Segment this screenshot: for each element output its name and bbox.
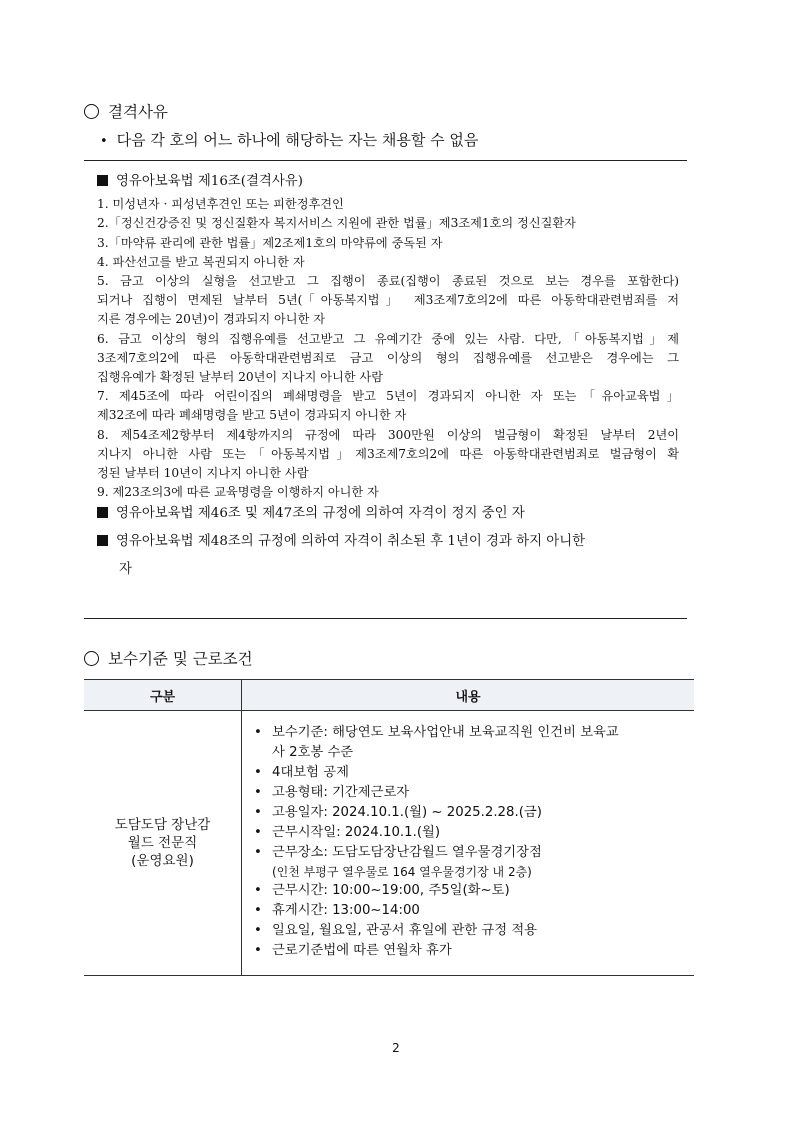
law-title: 영유아보육법 제16조(결격사유) <box>97 172 679 191</box>
bullet-icon: • <box>254 805 262 820</box>
bullet-icon: • <box>254 785 262 800</box>
bullet-icon: • <box>254 765 262 780</box>
disqualification-bullet <box>100 129 478 150</box>
col-header-content: 내용 <box>242 680 695 711</box>
list-item: • 휴게시간: 13:00~14:00 <box>252 901 686 921</box>
bullet-icon: • <box>254 825 262 840</box>
law-box-top-rule <box>84 160 687 161</box>
law-item-6-line: 3조제7호의2에 따른 아동학대관련범죄로 금고 이상의 형의 집행유예를 선고받은 경우에는 그 <box>97 350 679 365</box>
section-heading-disqualification <box>84 100 168 122</box>
circle-icon <box>84 651 99 666</box>
list-item: • 근로기준법에 따른 연월차 휴가 <box>252 941 686 961</box>
square-bullet-icon <box>97 507 108 518</box>
law-item-7-line: 7. 제45조에 따라 어린이집의 폐쇄명령을 받고 5년이 경과되지 아니한 자 또는「유아교육법」 <box>97 389 679 404</box>
section-heading-text: 결격사유 <box>108 103 168 121</box>
law-extra-revoked: 영유아보육법 제48조의 규정에 의하여 자격이 취소된 후 1년이 경과 하지 아니한 <box>97 530 679 554</box>
page-number: 2 <box>392 1041 400 1055</box>
work-location-address: (인천 부평구 열우물로 164 열우물경기장 내 2층) <box>272 865 532 879</box>
square-bullet-icon <box>97 175 108 186</box>
list-item: • 근무장소: 도담도담장난감월드 열우물경기장점 (인천 부평구 열우물로 164 열우물경기장 내 2층) <box>252 843 686 881</box>
law-item: 4. 파산선고를 받고 복권되지 아니한 자 <box>97 254 305 269</box>
bullet-icon: • <box>254 725 262 740</box>
conditions-table <box>84 679 694 976</box>
section-heading-text: 보수기준 및 근로조건 <box>108 650 253 668</box>
list-item: • 일요일, 월요일, 관공서 휴일에 관한 규정 적용 <box>252 921 686 941</box>
law-item-8-line: 8. 제54조제2항부터 제4항까지의 규정에 따라 300만원 이상의 벌금형이 확정된 날부터 2년이 <box>97 427 679 442</box>
bullet-icon: • <box>254 903 262 918</box>
col-header-category: 구분 <box>84 680 242 711</box>
law-item: 1. 미성년자 · 피성년후견인 또는 피한정후견인 <box>97 197 344 212</box>
table-row <box>84 711 694 976</box>
category-cell: 도담도담 장난감 월드 전문직 (운영요원) <box>84 711 242 976</box>
list-item: • 근무시간: 10:00~19:00, 주5일(화~토) <box>252 881 686 901</box>
list-item: • 고용일자: 2024.10.1.(월) ~ 2025.2.28.(금) <box>252 803 686 823</box>
bullet-icon: • <box>254 943 262 958</box>
law-item-6-line: 집행유예가 확정된 날부터 20년이 지나지 아니한 사람 <box>97 370 383 385</box>
law-item-5-line: 5. 금고 이상의 실형을 선고받고 그 집행이 종료(집행이 종료된 것으로 보는 경우를 포함한다) <box>97 274 679 289</box>
law-extra-suspended: 영유아보육법 제46조 및 제47조의 규정에 의하여 자격이 정지 중인 자 <box>97 502 679 526</box>
list-item: • 보수기준: 해당연도 보육사업안내 보육교직원 인건비 보육교 사 2호봉 수준 <box>254 725 619 760</box>
law-item-5-line: 되거나 집행이 면제된 날부터 5년(「아동복지법」 제3조제7호의2에 따른 아동학대관련범죄를 저 <box>97 293 679 308</box>
list-item: • 고용형태: 기간제근로자 <box>252 783 686 803</box>
law-item: 2.「정신건강증진 및 정신질환자 복지서비스 지원에 관한 법률」제3조제1호의 정신질환자 <box>97 216 576 231</box>
bullet-dot-icon: • <box>100 134 108 149</box>
law-item-5-line: 지른 경우에는 20년)이 경과되지 아니한 자 <box>97 312 326 327</box>
bullet-icon: • <box>254 923 262 938</box>
table-header-row <box>84 680 694 711</box>
law-item-8-line: 정된 날부터 10년이 지나지 아니한 사람 <box>97 466 309 481</box>
disqualification-bullet-text: 다음 각 호의 어느 하나에 해당하는 자는 채용할 수 없음 <box>116 131 479 149</box>
law-item-6-line: 6. 금고 이상의 형의 집행유예를 선고받고 그 유예기간 중에 있는 사람. 다만,「아동복지법」제 <box>97 331 679 346</box>
law-item-7-line: 제32조에 따라 폐쇄명령을 받고 5년이 경과되지 아니한 자 <box>97 408 407 423</box>
content-cell <box>242 711 695 976</box>
law-item-8-line: 지나지 아니한 사람 또는「아동복지법」제3조제7호의2에 따른 아동학대관련범죄로 벌금형이 확 <box>97 446 679 461</box>
law-box <box>97 172 679 582</box>
bullet-icon: • <box>254 845 262 860</box>
circle-icon <box>84 104 99 119</box>
section-heading-pay <box>84 647 253 669</box>
square-bullet-icon <box>97 535 108 546</box>
law-item: 9. 제23조의3에 따른 교육명령을 이행하지 아니한 자 <box>97 485 379 500</box>
list-item: • 4대보험 공제 <box>252 763 686 783</box>
bullet-icon: • <box>254 883 262 898</box>
law-item: 3.「마약류 관리에 관한 법률」제2조제1호의 마약류에 중독된 자 <box>97 235 443 250</box>
list-item: • 근무시작일: 2024.10.1.(월) <box>252 823 686 843</box>
conditions-list <box>252 723 686 961</box>
law-extra-revoked-cont: 자 <box>119 562 132 578</box>
law-box-bottom-rule <box>84 618 687 619</box>
